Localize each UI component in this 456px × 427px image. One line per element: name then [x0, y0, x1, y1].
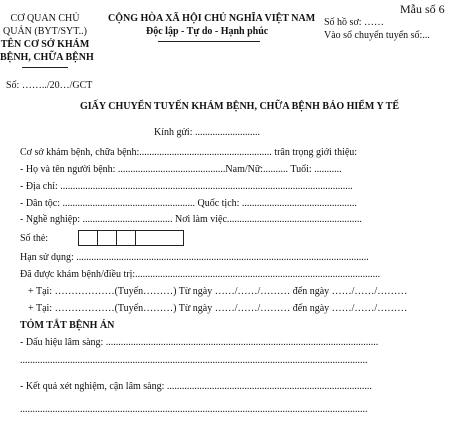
summary-heading: TÓM TẮT BỆNH ÁN: [20, 320, 115, 331]
treatment-at-2[interactable]: + Tại: ………………(Tuyến………) Từ ngày ……/……/……… đến ngày ……/……/………: [28, 303, 408, 314]
national-title: CỘNG HÒA XÃ HỘI CHỦ NGHĨA VIỆT NAM: [108, 13, 316, 24]
agency-line-4: BỆNH, CHỮA BỆNH: [0, 52, 94, 63]
document-number: Số: ……../20…/GCT: [6, 80, 93, 91]
test-results-dots[interactable]: ...........................................................................................................................................: [20, 404, 368, 415]
agency-line-2: QUẢN (BYT/SYT..): [3, 26, 87, 37]
test-results-line[interactable]: - Kết quả xét nghiệm, cận lâm sàng: ..................................................................................: [20, 381, 372, 392]
treatment-at-1[interactable]: + Tại: ………………(Tuyến………) Từ ngày ……/……/……… đến ngày ……/……/………: [28, 286, 408, 297]
card-box-2[interactable]: [97, 230, 117, 246]
national-motto: Độc lập - Tự do - Hạnh phúc: [146, 26, 269, 37]
occupation-line[interactable]: - Nghề nghiệp: .................................... Nơi làm việc......................................................: [20, 214, 362, 225]
agency-line-1: CƠ QUAN CHỦ: [10, 13, 80, 24]
document-title: GIẤY CHUYỂN TUYẾN KHÁM BỆNH, CHỮA BỆNH BẢO HIỂM Y TẾ: [80, 101, 400, 112]
motto-underline: [158, 41, 260, 42]
address-line[interactable]: - Địa chỉ: .....................................................................................................................: [20, 181, 353, 192]
clinical-signs-dots[interactable]: ...........................................................................................................................................: [20, 355, 368, 366]
card-box-1[interactable]: [78, 230, 98, 246]
facility-line[interactable]: Cơ sở khám bệnh, chữa bệnh:..................................................... trân trọng giới thiệu:: [20, 147, 358, 158]
register-number: Vào sổ chuyển tuyến số:...: [324, 30, 430, 41]
validity-line[interactable]: Hạn sử dụng: .....................................................................................................................: [20, 252, 369, 263]
card-box-4[interactable]: [135, 230, 184, 246]
form-number: Mẫu số 6: [400, 2, 445, 16]
greeting: Kính gửi: ..........................: [154, 127, 260, 138]
ethnicity-line[interactable]: - Dân tộc: ..................................................... Quốc tịch: ..............................................: [20, 198, 357, 209]
clinical-signs-line[interactable]: - Dấu hiệu lâm sàng: .............................................................................................................: [20, 337, 379, 348]
card-number-label: Số thẻ:: [20, 233, 49, 244]
card-box-3[interactable]: [116, 230, 136, 246]
agency-line-3: TÊN CƠ SỞ KHÁM: [0, 39, 90, 50]
agency-underline: [22, 67, 68, 68]
patient-name-line[interactable]: - Họ và tên người bệnh: ...........................................Nam/Nữ:.......... Tuổi: ...........: [20, 164, 342, 175]
file-number: Số hồ sơ: ……: [324, 17, 385, 28]
treated-line[interactable]: Đã được khám bệnh/điều trị:..................................................................................................: [20, 269, 381, 280]
